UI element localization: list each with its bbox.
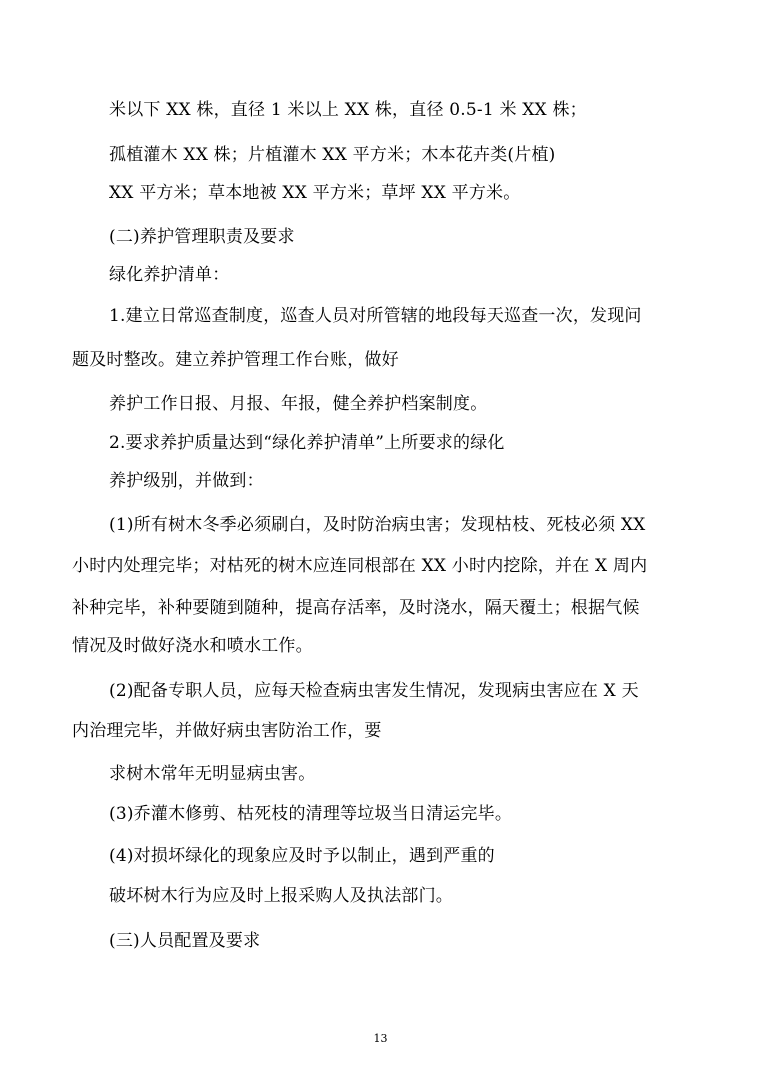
- text-line-12: 小时内处理完毕；对枯死的树木应连同根部在 XX 小时内挖除，并在 X 周内: [72, 556, 648, 576]
- text-line-7: 题及时整改。建立养护管理工作台账，做好: [72, 350, 399, 370]
- section-heading-2: (二)养护管理职责及要求: [109, 227, 295, 247]
- text-line-18: (3)乔灌木修剪、枯死枝的清理等垃圾当日清运完毕。: [109, 804, 513, 824]
- text-line-15: (2)配备专职人员，应每天检查病虫害发生情况，发现病虫害应在 X 天: [109, 681, 639, 701]
- text-line-11: (1)所有树木冬季必须刷白，及时防治病虫害；发现枯枝、死枝必须 XX: [109, 515, 646, 535]
- text-line-16: 内治理完毕，并做好病虫害防治工作，要: [72, 721, 382, 741]
- text-line-5: 绿化养护清单：: [109, 265, 230, 285]
- text-line-1: 米以下 XX 株，直径 1 米以上 XX 株，直径 0.5-1 米 XX 株；: [109, 100, 587, 120]
- text-line-10: 养护级别，并做到：: [109, 471, 264, 491]
- text-line-2: 孤植灌木 XX 株；片植灌木 XX 平方米；木本花卉类(片植): [109, 145, 556, 165]
- text-line-17: 求树木常年无明显病虫害。: [109, 764, 316, 784]
- text-line-13: 补种完毕，补种要随到随种，提高存活率，及时浇水，隔天覆土；根据气候: [72, 598, 640, 618]
- text-line-9: 2.要求养护质量达到“绿化养护清单”上所要求的绿化: [109, 433, 505, 453]
- text-line-20: 破坏树木行为应及时上报采购人及执法部门。: [109, 886, 453, 906]
- section-heading-3: (三)人员配置及要求: [109, 931, 261, 951]
- text-line-8: 养护工作日报、月报、年报，健全养护档案制度。: [109, 394, 488, 414]
- text-line-14: 情况及时做好浇水和喷水工作。: [72, 636, 313, 656]
- text-line-3: XX 平方米；草本地被 XX 平方米；草坪 XX 平方米。: [109, 183, 521, 203]
- text-line-6: 1.建立日常巡查制度，巡查人员对所管辖的地段每天巡查一次，发现问: [109, 306, 642, 326]
- text-line-19: (4)对损坏绿化的现象应及时予以制止，遇到严重的: [109, 846, 495, 866]
- page-number: 13: [373, 1032, 388, 1045]
